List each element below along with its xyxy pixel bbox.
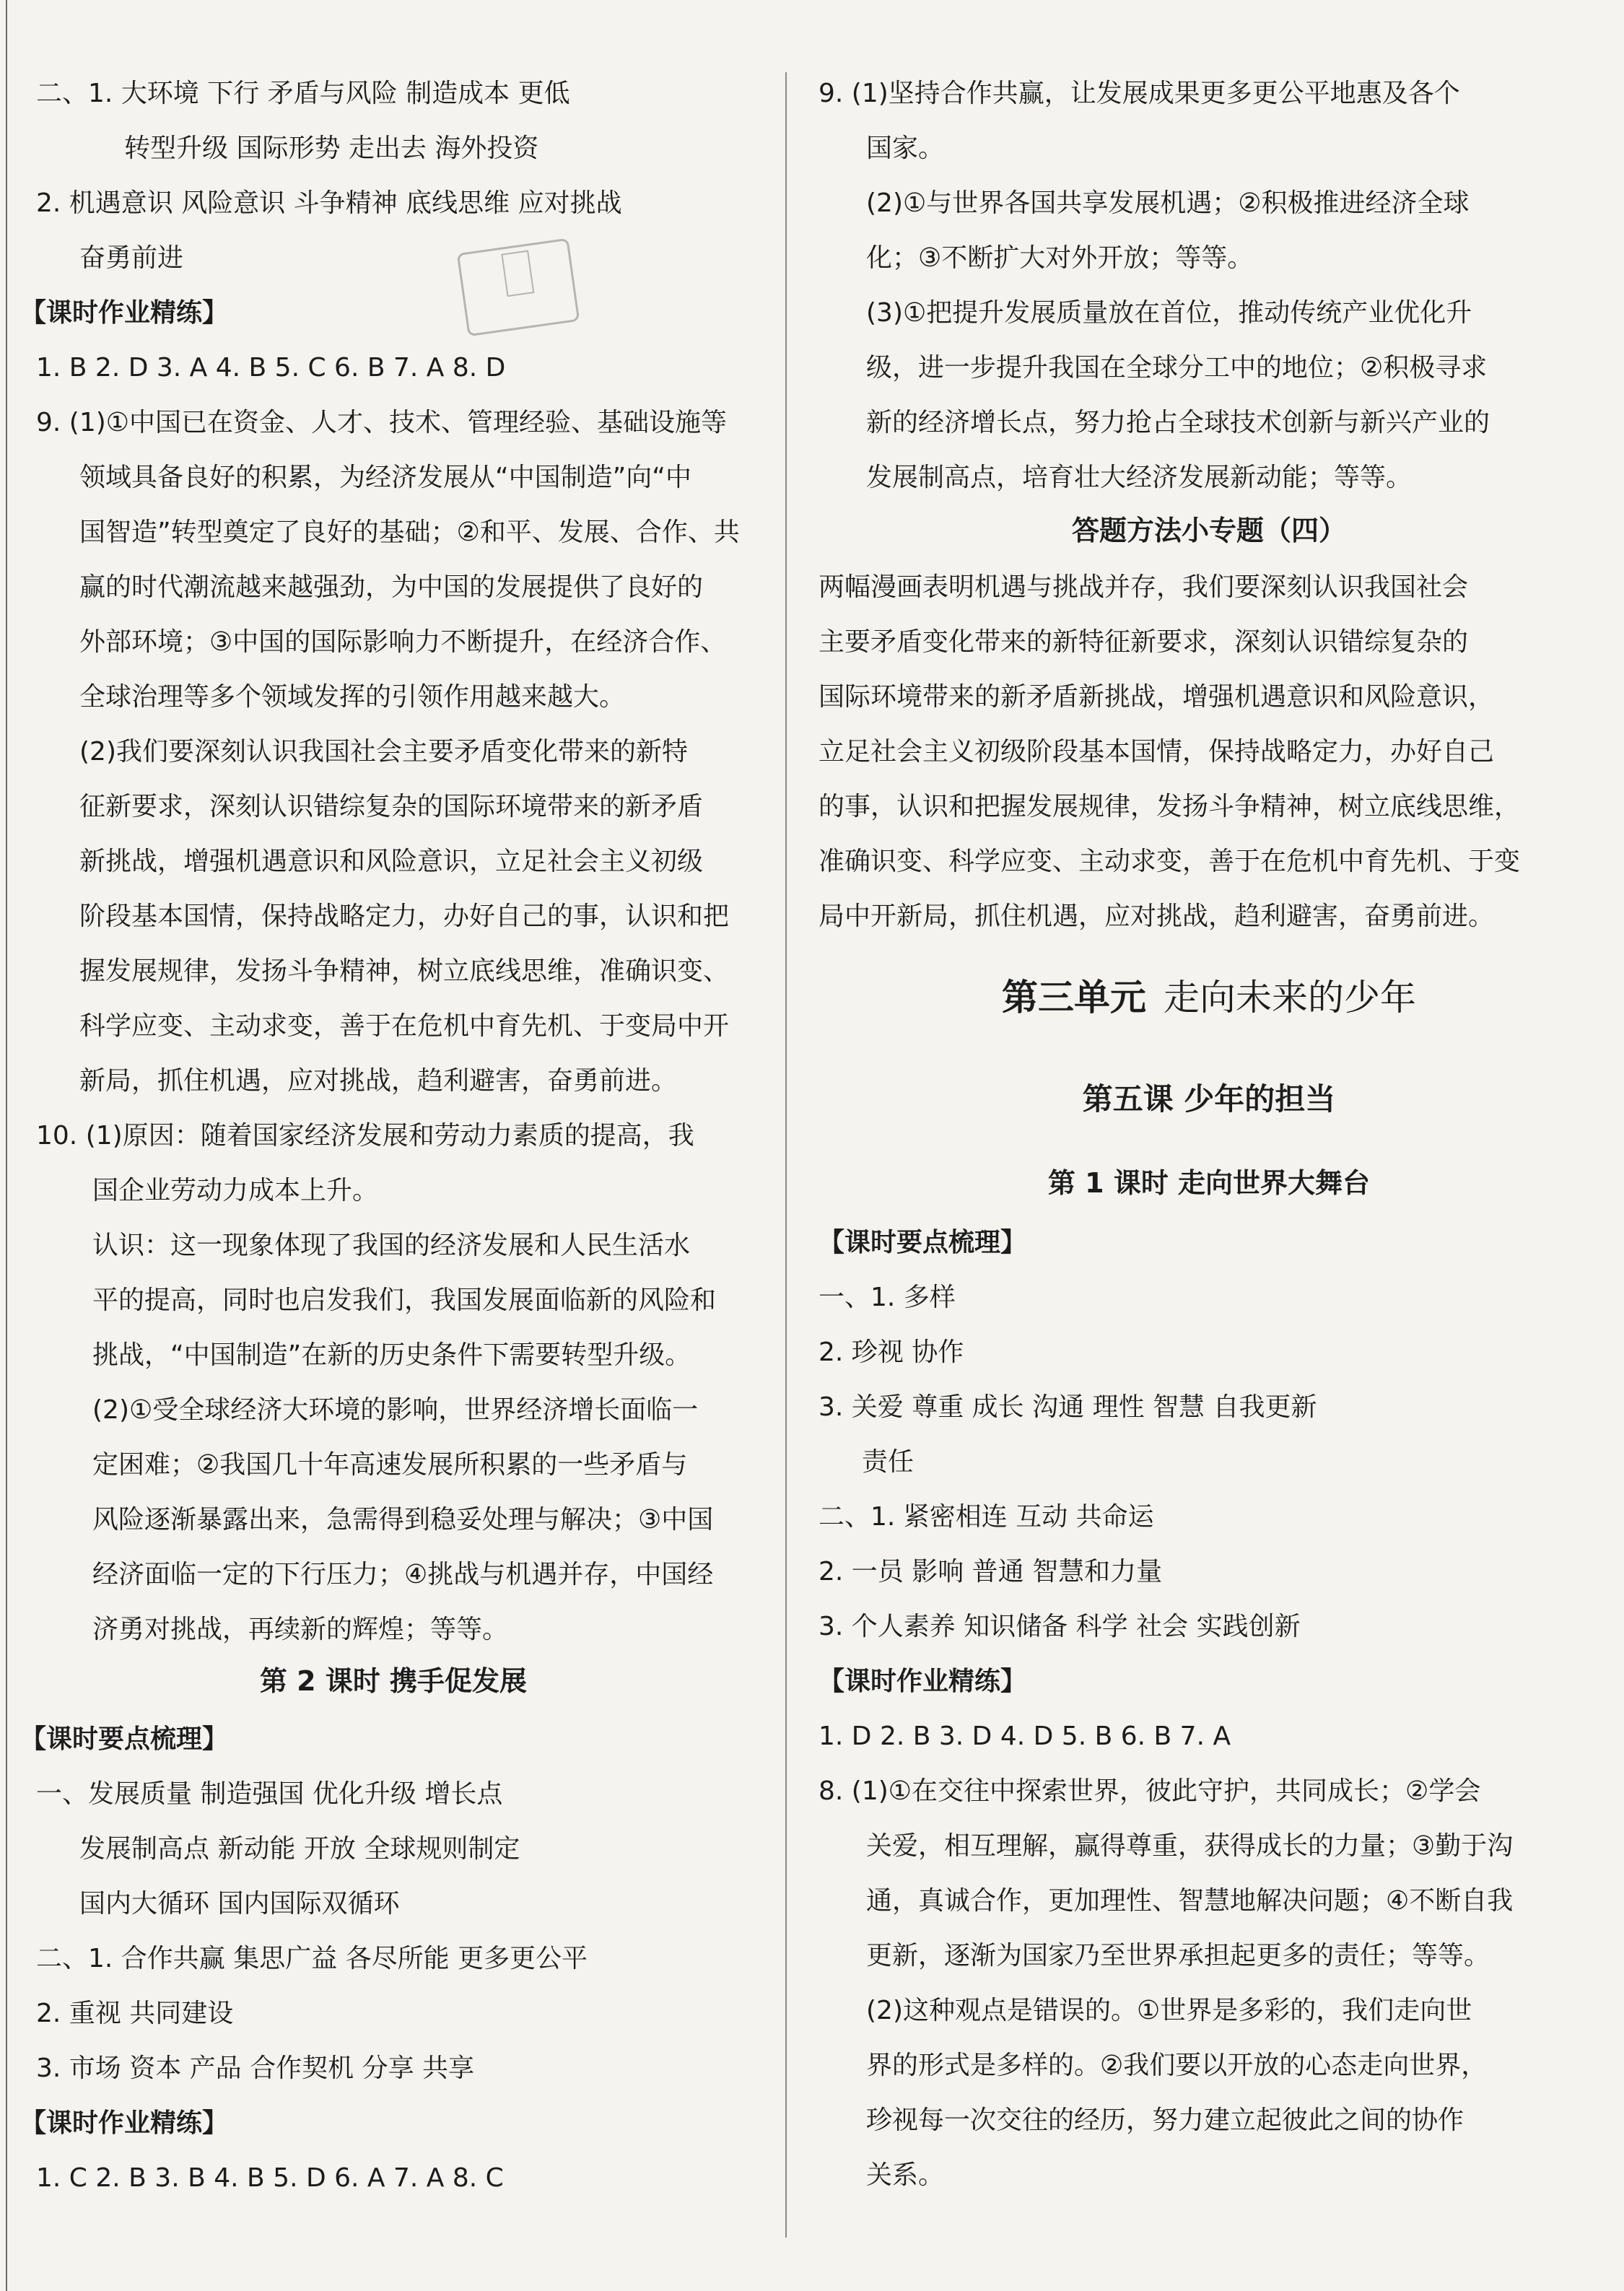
section-label: 【课时作业精练】 (818, 1667, 1027, 1696)
period-title: 第 1 课时 走向世界大舞台 (1047, 1167, 1371, 1199)
answer-line: 级，进一步提升我国在全球分工中的地位；②积极寻求 (866, 353, 1488, 383)
answer-line: 新局，抓住机遇，应对挑战，趋利避害，奋勇前进。 (79, 1066, 678, 1096)
answer-line: 认识：这一现象体现了我国的经济发展和人民生活水 (92, 1231, 691, 1260)
answer-line: 2. 机遇意识 风险意识 斗争精神 底线思维 应对挑战 (36, 188, 622, 218)
answer-line: 握发展规律，发扬斗争精神，树立底线思维，准确识变、 (79, 956, 730, 986)
answer-line: 征新要求，深刻认识错综复杂的国际环境带来的新矛盾 (79, 792, 704, 821)
answer-line: 局中开新局，抓住机遇，应对挑战，趋利避害，奋勇前进。 (818, 902, 1495, 931)
choice-answers: 1. B 2. D 3. A 4. B 5. C 6. B 7. A 8. D (36, 353, 506, 383)
answer-line: 界的形式是多样的。②我们要以开放的心态走向世界， (866, 2051, 1488, 2080)
answer-line: 关系。 (866, 2160, 945, 2190)
answer-line: 风险逐渐暴露出来，急需得到稳妥处理与解决；③中国 (92, 1505, 714, 1535)
answer-line: 二、1. 合作共赢 集思广益 各尽所能 更多更公平 (36, 1944, 588, 1973)
unit-title-number: 第三单元 (1002, 977, 1146, 1018)
section-label: 【课时要点梳理】 (818, 1228, 1027, 1257)
answer-line: 赢的时代潮流越来越强劲，为中国的发展提供了良好的 (79, 572, 704, 602)
answer-line: 立足社会主义初级阶段基本国情，保持战略定力，办好自己 (818, 737, 1495, 767)
answer-line: (2)我们要深刻认识我国社会主要矛盾变化带来的新特 (79, 737, 688, 767)
answer-line: 二、1. 紧密相连 互动 共命运 (818, 1502, 1154, 1532)
answer-line: (2)①与世界各国共享发展机遇；②积极推进经济全球 (866, 188, 1470, 218)
answer-line: 2. 珍视 协作 (818, 1337, 964, 1367)
answer-line: 阶段基本国情，保持战略定力，办好自己的事，认识和把 (79, 902, 730, 931)
answer-line: 准确识变、科学应变、主动求变，善于在危机中育先机、于变 (818, 847, 1521, 876)
answer-line: 挑战，“中国制造”在新的历史条件下需要转型升级。 (92, 1340, 691, 1370)
answer-line: 主要矛盾变化带来的新特征新要求，深刻认识错综复杂的 (818, 627, 1469, 657)
answer-line: 转型升级 国际形势 走出去 海外投资 (124, 134, 539, 163)
answer-line: 一、发展质量 制造强国 优化升级 增长点 (36, 1779, 503, 1809)
choice-answers: 1. C 2. B 3. B 4. B 5. D 6. A 7. A 8. C (36, 2163, 504, 2193)
answer-line: 化；③不断扩大对外开放；等等。 (866, 243, 1254, 273)
lesson-title: 第五课 少年的担当 (1082, 1081, 1336, 1117)
answer-line: 更新，逐渐为国家乃至世界承担起更多的责任；等等。 (866, 1941, 1490, 1971)
column-divider (785, 72, 787, 2238)
answer-line: 3. 市场 资本 产品 合作契机 分享 共享 (36, 2054, 475, 2083)
answer-line: 3. 关爱 尊重 成长 沟通 理性 智慧 自我更新 (818, 1392, 1317, 1422)
answer-line: (3)①把提升发展质量放在首位，推动传统产业优化升 (866, 298, 1472, 328)
answer-line: 通，真诚合作，更加理性、智慧地解决问题；④不断自我 (866, 1886, 1514, 1916)
answer-line: 经济面临一定的下行压力；④挑战与机遇并存，中国经 (92, 1560, 714, 1589)
section-label: 【课时作业精练】 (20, 298, 229, 328)
answer-line: 国智造”转型奠定了良好的基础；②和平、发展、合作、共 (79, 518, 740, 547)
answer-line: 国家。 (866, 134, 945, 163)
answer-line: 珍视每一次交往的经历，努力建立起彼此之间的协作 (866, 2105, 1464, 2135)
answer-line: 发展制高点，培育壮大经济发展新动能；等等。 (866, 463, 1413, 492)
answer-line: 9. (1)①中国已在资金、人才、技术、管理经验、基础设施等 (36, 408, 728, 437)
answer-line: 定困难；②我国几十年高速发展所积累的一些矛盾与 (92, 1450, 688, 1480)
answer-line: 的事，认识和把握发展规律，发扬斗争精神，树立底线思维， (818, 792, 1521, 821)
answer-line: (2)这种观点是错误的。①世界是多彩的，我们走向世 (866, 1996, 1472, 2025)
answer-line: 平的提高，同时也启发我们，我国发展面临新的风险和 (92, 1286, 717, 1315)
choice-answers: 1. D 2. B 3. D 4. D 5. B 6. B 7. A (818, 1721, 1231, 1751)
answer-line: (2)①受全球经济大环境的影响，世界经济增长面临一 (92, 1395, 699, 1425)
answer-line: 8. (1)①在交往中探索世界，彼此守护，共同成长；②学会 (818, 1776, 1481, 1806)
unit-title-name: 走向未来的少年 (1164, 977, 1416, 1018)
section-label: 【课时要点梳理】 (20, 1724, 229, 1754)
answer-line: 发展制高点 新动能 开放 全球规则制定 (79, 1834, 520, 1864)
answer-line: 新挑战，增强机遇意识和风险意识，立足社会主义初级 (79, 847, 704, 876)
answer-line: 关爱，相互理解，赢得尊重，获得成长的力量；③勤于沟 (866, 1831, 1514, 1861)
page-edge-line (6, 0, 7, 2291)
answer-line: 奋勇前进 (79, 243, 184, 273)
answer-line: 3. 个人素养 知识储备 科学 社会 实践创新 (818, 1612, 1301, 1641)
lesson-heading: 第 2 课时 携手促发展 (259, 1665, 528, 1697)
answer-line: 领域具备良好的积累，为经济发展从“中国制造”向“中 (79, 463, 691, 492)
answer-line: 新的经济增长点，努力抢占全球技术创新与新兴产业的 (866, 408, 1490, 437)
method-heading: 答题方法小专题（四） (1071, 515, 1346, 546)
answer-line: 国企业劳动力成本上升。 (92, 1176, 379, 1205)
answer-line: 二、1. 大环境 下行 矛盾与风险 制造成本 更低 (36, 79, 570, 108)
answer-line: 9. (1)坚持合作共赢，让发展成果更多更公平地惠及各个 (818, 79, 1460, 108)
answer-line: 外部环境；③中国的国际影响力不断提升，在经济合作、 (79, 627, 727, 657)
answer-line: 责任 (862, 1447, 914, 1477)
answer-line: 全球治理等多个领域发挥的引领作用越来越大。 (79, 682, 626, 712)
answer-line: 2. 一员 影响 普通 智慧和力量 (818, 1557, 1163, 1587)
answer-line: 10. (1)原因：随着国家经济发展和劳动力素质的提高，我 (36, 1121, 694, 1151)
answer-line: 一、1. 多样 (818, 1283, 956, 1312)
stamp-logo (457, 238, 580, 337)
unit-title (794, 976, 1624, 1019)
answer-line: 2. 重视 共同建设 (36, 1999, 234, 2028)
answer-line: 科学应变、主动求变，善于在危机中育先机、于变局中开 (79, 1011, 730, 1041)
section-label: 【课时作业精练】 (20, 2108, 229, 2138)
answer-line: 两幅漫画表明机遇与挑战并存，我们要深刻认识我国社会 (818, 572, 1469, 602)
answer-line: 国际环境带来的新矛盾新挑战，增强机遇意识和风险意识， (818, 682, 1495, 712)
answer-line: 济勇对挑战，再续新的辉煌；等等。 (92, 1615, 509, 1644)
answer-line: 国内大循环 国内国际双循环 (79, 1889, 400, 1919)
